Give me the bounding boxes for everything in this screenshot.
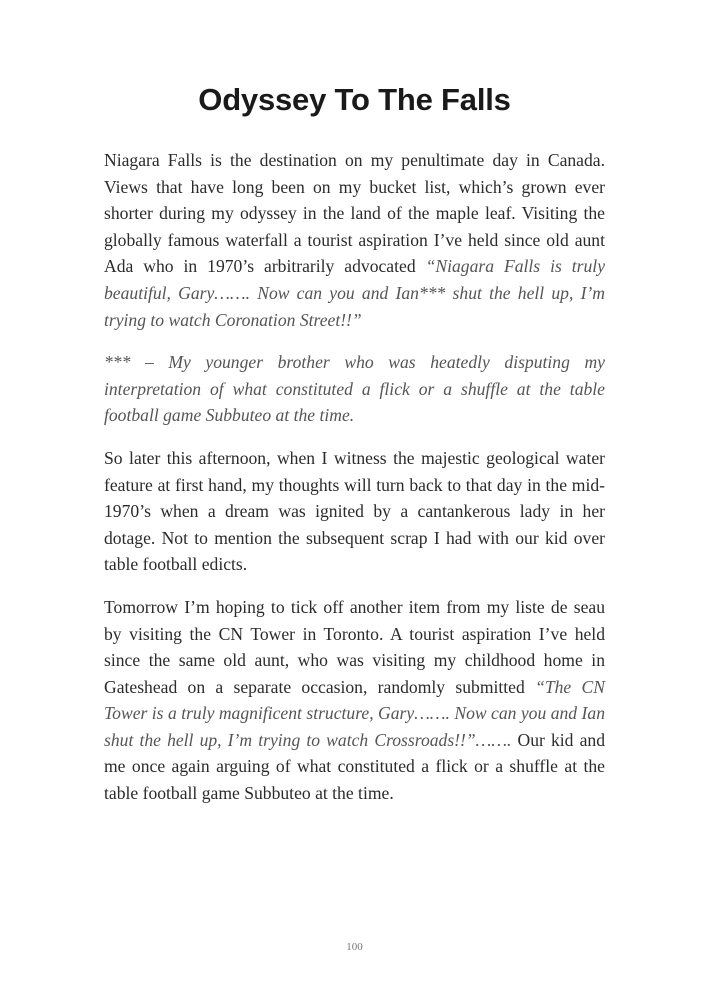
chapter-body bbox=[104, 147, 605, 823]
page-number: 100 bbox=[346, 941, 363, 953]
aunt-quote-cn-tower: “The CN Tower is a truly magnificent structure, Gary……. Now can you and Ian shut the hell up, I’m trying to watch Crossroads!!”……. bbox=[104, 676, 605, 750]
paragraph-cn-tower bbox=[104, 594, 605, 807]
paragraph-niagara bbox=[104, 147, 605, 333]
paragraph-afternoon: So later this afternoon, when I witness the majestic geological water feature at first hand, my thoughts will turn back to that day in the mid-1970’s when a dream was ignited by a cantankerous lady in her dotage. Not to mention the subsequent scrap I had with our kid over table football edicts. bbox=[104, 447, 605, 575]
paragraph-text: Tomorrow I’m hoping to tick off another item from my liste de seau by visiting the CN Tower in Toronto. A tourist aspiration I’ve held since the same old aunt, who was visiting my childhood home in Gateshead on a separate occasion, randomly submitted bbox=[104, 596, 605, 697]
paragraph-text: Our kid and me once again arguing of what constituted a flick or a shuffle at the table football game Subbuteo at the time. bbox=[104, 729, 605, 804]
paragraph-text: Niagara Falls is the destination on my penultimate day in Canada. Views that have long been on my bucket list, which’s grown ever shorter during my odyssey in the land of the maple leaf. Visiting the globally famous waterfall a tourist aspiration I’ve held since old aunt Ada who in 1970’s arbitrarily advocated bbox=[104, 150, 605, 277]
chapter-title: Odyssey To The Falls bbox=[198, 82, 511, 117]
footnote-brother: *** – My younger brother who was heatedly disputing my interpretation of what constituted a flick or a shuffle at the table football game Subbuteo at the time. bbox=[104, 352, 605, 426]
aunt-quote-niagara: “Niagara Falls is truly beautiful, Gary……. Now can you and Ian*** shut the hell up, I’m trying to watch Coronation Street!!” bbox=[104, 256, 605, 330]
